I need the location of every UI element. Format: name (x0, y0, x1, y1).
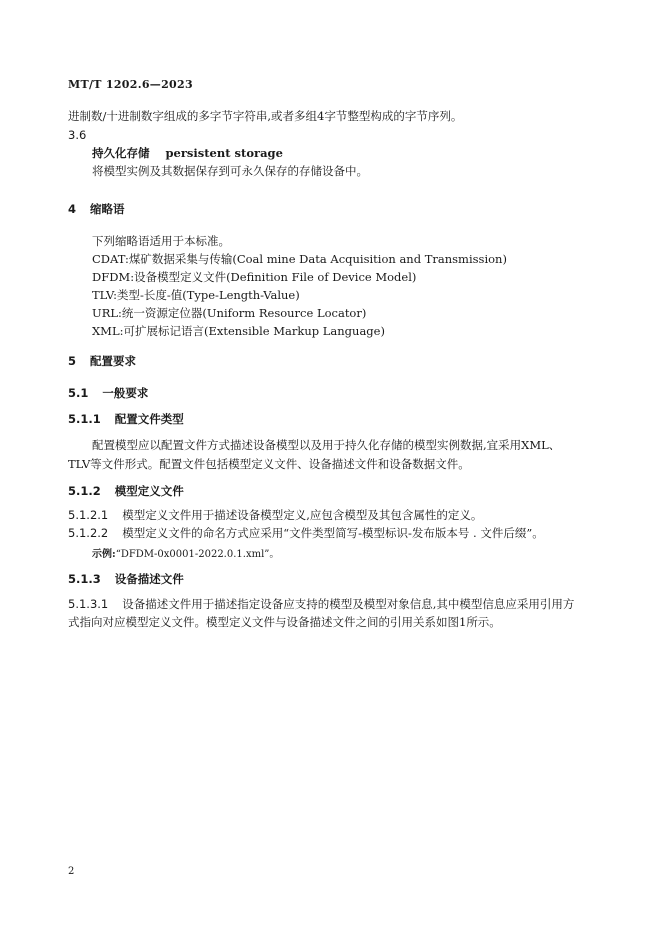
clause-text: 模型定义文件用于描述设备模型定义,应包含模型及其包含属性的定义。 (122, 508, 483, 522)
example-label: 示例: (92, 549, 116, 560)
section-heading-5-1-3 (68, 571, 184, 587)
term-chinese: 持久化存储 (92, 146, 150, 160)
paragraph-line: 配置模型应以配置文件方式描述设备模型以及用于持久化存储的模型实例数据,宜采用XML、 (92, 438, 561, 452)
clause-5-1-2-2 (68, 524, 544, 542)
clause-text: 模型定义文件的命名方式应采用“文件类型简写-模型标识-发布版本号 . 文件后缀”。 (122, 526, 544, 540)
document-header: MT/T 1202.6—2023 (68, 78, 193, 91)
term-entry (92, 144, 283, 162)
clause-5-1-3-1 (68, 595, 574, 613)
section-heading-5-1-2 (68, 483, 184, 499)
section-title: 配置文件类型 (114, 412, 184, 426)
section-number: 5.1 (68, 386, 89, 400)
section-heading-4 (68, 201, 125, 217)
clause-5-1-2-1 (68, 506, 482, 524)
section-heading-5-1 (68, 385, 148, 401)
clause-number-3-6 (68, 126, 100, 144)
section-number: 5.1.1 (68, 412, 101, 426)
section-title: 模型定义文件 (114, 484, 184, 498)
clause-text: 设备描述文件用于描述指定设备应支持的模型及模型对象信息,其中模型信息应采用引用方 (122, 597, 575, 611)
continuation-text: 进制数/十进制数字组成的多字节字符串,或者多组4字节整型构成的字节序列。 (68, 109, 463, 123)
clause-number: 5.1.2.2 (68, 526, 109, 540)
abbreviation-item: DFDM:设备模型定义文件(Definition File of Device Model) (92, 270, 417, 284)
clause-number: 5.1.3.1 (68, 597, 109, 611)
page-number: 2 (68, 866, 75, 877)
abbreviation-item: CDAT:煤矿数据采集与传输(Coal mine Data Acquisition and Transmission) (92, 252, 507, 266)
section-number: 4 (68, 202, 77, 216)
section-number: 5.1.2 (68, 484, 101, 498)
paragraph-line: 式指向对应模型定义文件。模型定义文件与设备描述文件之间的引用关系如图1所示。 (68, 615, 501, 629)
abbreviation-item: TLV:类型-长度-值(Type-Length-Value) (92, 288, 300, 302)
abbreviation-item: URL:统一资源定位器(Uniform Resource Locator) (92, 306, 367, 320)
section-heading-5 (68, 353, 136, 369)
section-title: 设备描述文件 (114, 572, 184, 586)
term-english: persistent storage (165, 146, 283, 160)
section-title: 一般要求 (102, 386, 149, 400)
section-number: 5 (68, 354, 77, 368)
abbreviation-item: XML:可扩展标记语言(Extensible Markup Language) (92, 324, 385, 338)
section-heading-5-1-1 (68, 411, 184, 427)
abbreviations-intro: 下列缩略语适用于本标准。 (92, 234, 230, 248)
section-title: 配置要求 (90, 354, 137, 368)
paragraph-line: TLV等文件形式。配置文件包括模型定义文件、设备描述文件和设备数据文件。 (68, 457, 470, 471)
example-text: “DFDM-0x0001-2022.0.1.xml”。 (115, 549, 280, 560)
section-number: 5.1.3 (68, 572, 101, 586)
example (92, 545, 279, 560)
section-title: 缩略语 (90, 202, 125, 216)
clause-number: 5.1.2.1 (68, 508, 109, 522)
term-definition: 将模型实例及其数据保存到可永久保存的存储设备中。 (92, 164, 368, 178)
clause-number: 3.6 (68, 128, 87, 142)
